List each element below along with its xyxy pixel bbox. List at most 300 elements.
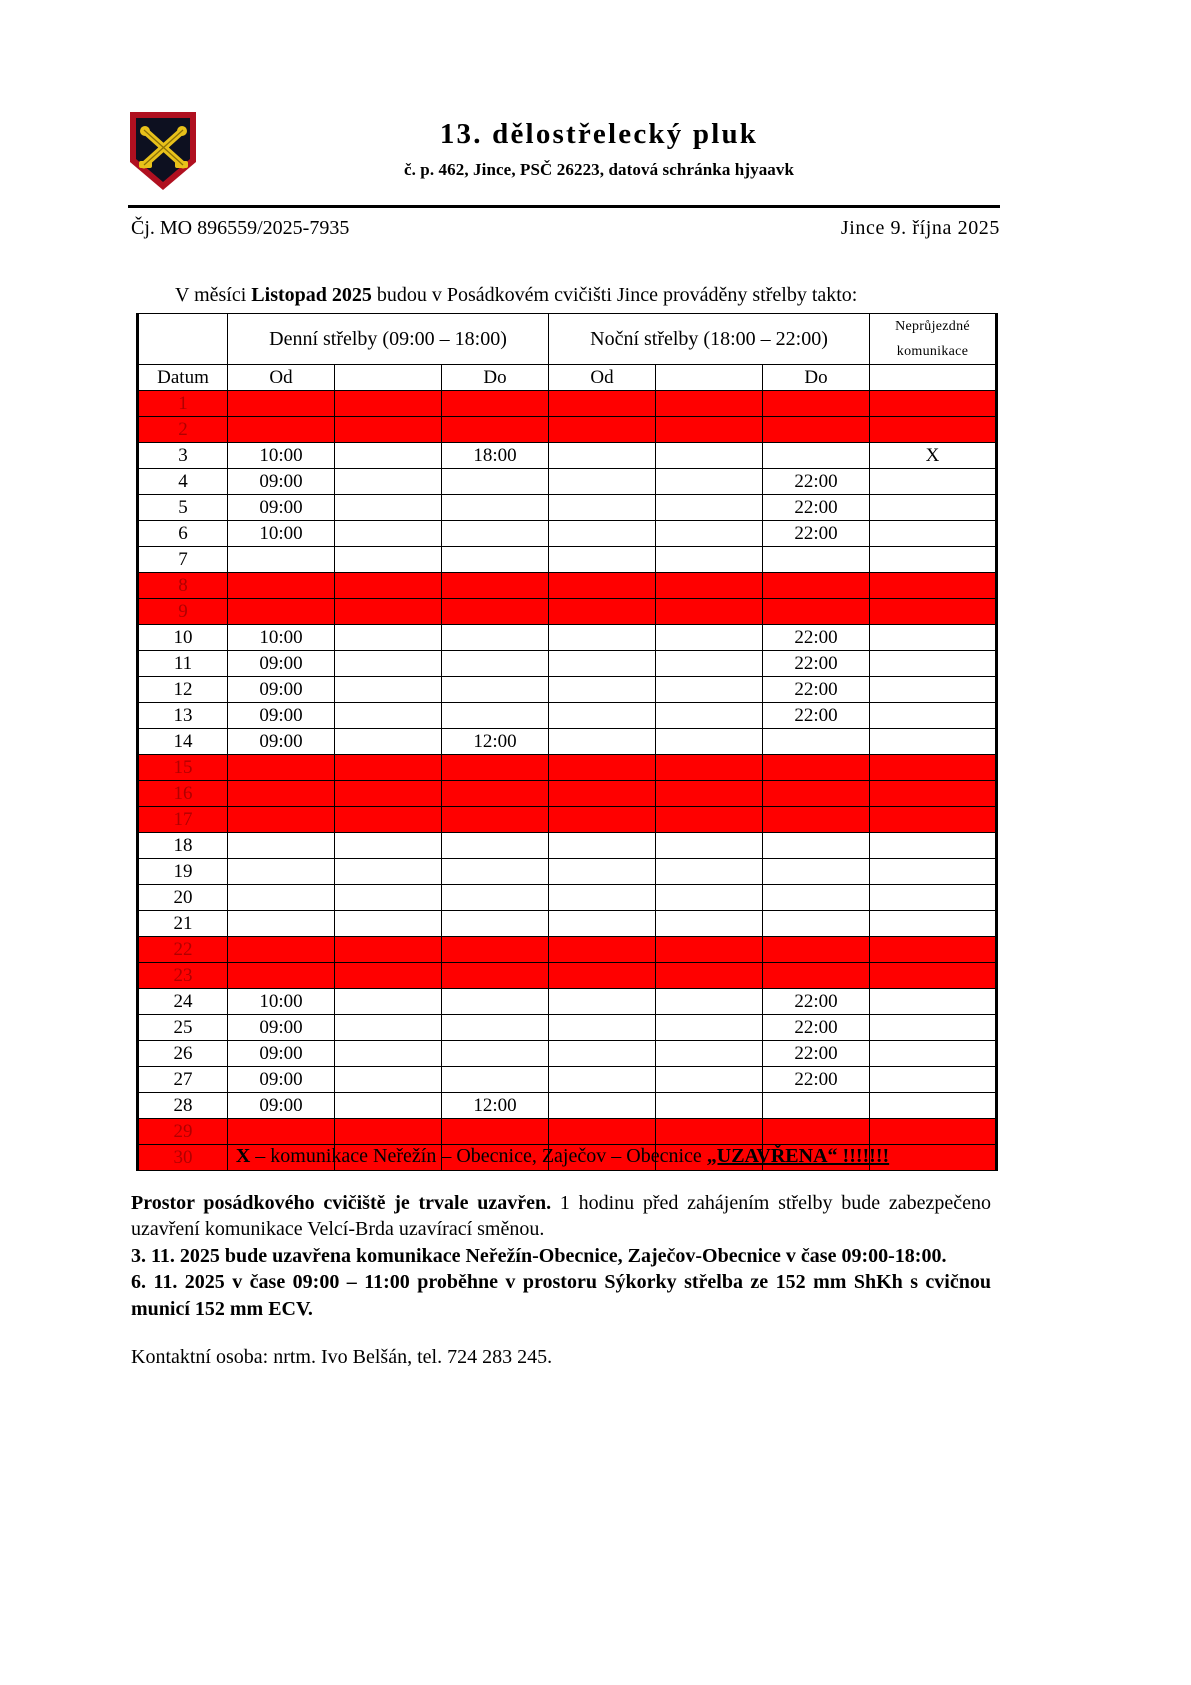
cell-night-from	[549, 1093, 656, 1119]
cell-day-from: 10:00	[228, 443, 335, 469]
cell-day-middle	[335, 1093, 442, 1119]
cell-night-to: 22:00	[763, 651, 870, 677]
cell-closed-road	[870, 469, 997, 495]
cell-night-from	[549, 469, 656, 495]
cell-night-to: 22:00	[763, 677, 870, 703]
cell-day-middle	[335, 625, 442, 651]
cell-date: 9	[138, 599, 228, 625]
cell-night-to	[763, 1093, 870, 1119]
cell-closed-road	[870, 417, 997, 443]
cell-day-to	[442, 833, 549, 859]
file-number: Čj. MO 896559/2025-7935	[131, 217, 350, 239]
cell-day-from	[228, 547, 335, 573]
cell-day-from	[228, 885, 335, 911]
cell-day-to	[442, 599, 549, 625]
header-night-shooting: Noční střelby (18:00 – 22:00)	[549, 314, 870, 365]
table-row	[138, 781, 997, 807]
cell-night-to	[763, 573, 870, 599]
header-impassable-roads-line2: komunikace	[896, 344, 969, 359]
cell-night-from	[549, 443, 656, 469]
cell-day-middle	[335, 677, 442, 703]
header-blank-corner	[138, 314, 228, 365]
document-header	[128, 104, 1000, 202]
cell-day-middle	[335, 807, 442, 833]
cell-night-from	[549, 859, 656, 885]
cell-day-middle	[335, 417, 442, 443]
header-day-shooting: Denní střelby (09:00 – 18:00)	[228, 314, 549, 365]
note-1-rest: 1 hodinu před zahájením střelby bude zabezpečeno uzavření komunikace Velcí-Brda uzavírací směnou.	[131, 1192, 991, 1241]
intro-sentence	[175, 284, 965, 307]
cell-closed-road	[870, 807, 997, 833]
cell-closed-road	[870, 521, 997, 547]
cell-night-middle	[656, 1093, 763, 1119]
cell-day-middle	[335, 937, 442, 963]
cell-day-from: 09:00	[228, 495, 335, 521]
cell-date: 11	[138, 651, 228, 677]
cell-day-middle	[335, 599, 442, 625]
cell-day-middle	[335, 833, 442, 859]
cell-day-middle	[335, 729, 442, 755]
note-paragraph-1	[131, 1190, 991, 1243]
cell-night-to	[763, 729, 870, 755]
cell-night-from	[549, 391, 656, 417]
cell-day-from: 09:00	[228, 469, 335, 495]
intro-month: Listopad 2025	[251, 284, 372, 306]
cell-night-middle	[656, 677, 763, 703]
cell-night-to: 22:00	[763, 521, 870, 547]
note-paragraph-3: 6. 11. 2025 v čase 09:00 – 11:00 proběhne v prostoru Sýkorky střelba ze 152 mm ShKh s cvičnou municí 152 mm ECV.	[131, 1271, 991, 1320]
shooting-schedule-table	[136, 313, 998, 1171]
table-row	[138, 755, 997, 781]
cell-day-middle	[335, 521, 442, 547]
cell-day-to	[442, 677, 549, 703]
cell-night-to: 22:00	[763, 495, 870, 521]
cell-date: 10	[138, 625, 228, 651]
cell-day-middle	[335, 1067, 442, 1093]
cell-night-middle	[656, 989, 763, 1015]
cell-night-from	[549, 911, 656, 937]
subheader-closed-roads	[870, 365, 997, 391]
subheader-night-from: Od	[549, 365, 656, 391]
legend-x-symbol: X	[235, 1145, 251, 1167]
cell-night-middle	[656, 573, 763, 599]
cell-closed-road	[870, 573, 997, 599]
cell-date: 18	[138, 833, 228, 859]
cell-day-from	[228, 1119, 335, 1145]
cell-night-from	[549, 651, 656, 677]
cell-day-to	[442, 417, 549, 443]
cell-day-from: 09:00	[228, 729, 335, 755]
cell-night-to	[763, 859, 870, 885]
cell-closed-road	[870, 651, 997, 677]
cell-day-middle	[335, 911, 442, 937]
cell-day-from	[228, 391, 335, 417]
subheader-day-middle	[335, 365, 442, 391]
cell-date: 24	[138, 989, 228, 1015]
cell-date: 19	[138, 859, 228, 885]
table-row	[138, 625, 997, 651]
cell-date: 6	[138, 521, 228, 547]
cell-day-middle	[335, 651, 442, 677]
cell-night-from	[549, 677, 656, 703]
table-row	[138, 885, 997, 911]
place-and-date: Jince 9. října 2025	[840, 217, 1000, 239]
cell-day-from	[228, 755, 335, 781]
cell-night-from	[549, 1067, 656, 1093]
cell-closed-road	[870, 599, 997, 625]
cell-night-to	[763, 417, 870, 443]
cell-day-from	[228, 417, 335, 443]
cell-closed-road	[870, 729, 997, 755]
cell-day-from: 09:00	[228, 1093, 335, 1119]
header-impassable-roads	[870, 314, 997, 365]
cell-night-from	[549, 1119, 656, 1145]
cell-night-to	[763, 547, 870, 573]
cell-date: 2	[138, 417, 228, 443]
cell-date: 8	[138, 573, 228, 599]
table-row	[138, 469, 997, 495]
cell-day-middle	[335, 573, 442, 599]
cell-night-to	[763, 807, 870, 833]
cell-date: 12	[138, 677, 228, 703]
cell-day-from: 10:00	[228, 625, 335, 651]
legend-text: – komunikace Neřežín – Obecnice, Zaječov – Obecnice	[250, 1145, 707, 1167]
cell-closed-road	[870, 989, 997, 1015]
cell-day-from: 09:00	[228, 1041, 335, 1067]
cell-night-middle	[656, 755, 763, 781]
cell-day-to	[442, 885, 549, 911]
cell-closed-road	[870, 781, 997, 807]
subheader-datum: Datum	[138, 365, 228, 391]
cell-night-middle	[656, 547, 763, 573]
cell-day-middle	[335, 703, 442, 729]
cell-closed-road	[870, 703, 997, 729]
cell-day-from	[228, 599, 335, 625]
cell-night-middle	[656, 833, 763, 859]
organization-subtitle: č. p. 462, Jince, PSČ 26223, datová schránka hjyaavk	[403, 160, 795, 179]
cell-night-to	[763, 963, 870, 989]
cell-day-to	[442, 963, 549, 989]
cell-day-to	[442, 391, 549, 417]
reference-line	[131, 217, 1000, 240]
subheader-day-to: Do	[442, 365, 549, 391]
table-row	[138, 859, 997, 885]
cell-day-to	[442, 651, 549, 677]
cell-day-to: 18:00	[442, 443, 549, 469]
cell-closed-road	[870, 625, 997, 651]
cell-night-middle	[656, 521, 763, 547]
cell-night-from	[549, 781, 656, 807]
cell-night-from	[549, 963, 656, 989]
cell-day-to	[442, 1041, 549, 1067]
table-row	[138, 1041, 997, 1067]
cell-night-middle	[656, 1015, 763, 1041]
table-row	[138, 547, 997, 573]
cell-day-to	[442, 807, 549, 833]
artillery-crest-icon	[128, 110, 198, 192]
table-row	[138, 391, 997, 417]
cell-day-from: 09:00	[228, 1015, 335, 1041]
cell-day-middle	[335, 755, 442, 781]
cell-date: 7	[138, 547, 228, 573]
notes-spacer	[131, 1322, 991, 1344]
table-subheader-row	[138, 365, 997, 391]
cell-closed-road	[870, 859, 997, 885]
cell-night-to	[763, 937, 870, 963]
subheader-day-from: Od	[228, 365, 335, 391]
cell-night-middle	[656, 911, 763, 937]
cell-night-middle	[656, 729, 763, 755]
cell-day-from	[228, 963, 335, 989]
cell-day-middle	[335, 391, 442, 417]
cell-night-to	[763, 833, 870, 859]
cell-closed-road	[870, 911, 997, 937]
table-row	[138, 417, 997, 443]
cell-closed-road	[870, 495, 997, 521]
cell-date: 5	[138, 495, 228, 521]
cell-day-to	[442, 1067, 549, 1093]
cell-night-middle	[656, 703, 763, 729]
cell-day-to	[442, 1119, 549, 1145]
cell-night-to	[763, 391, 870, 417]
cell-night-to: 22:00	[763, 703, 870, 729]
subheader-night-middle	[656, 365, 763, 391]
table-row	[138, 573, 997, 599]
cell-night-middle	[656, 859, 763, 885]
cell-closed-road	[870, 547, 997, 573]
cell-date: 29	[138, 1119, 228, 1145]
cell-night-from	[549, 521, 656, 547]
cell-closed-road	[870, 1119, 997, 1145]
cell-date: 22	[138, 937, 228, 963]
notes-section	[131, 1190, 991, 1370]
cell-night-to	[763, 599, 870, 625]
note-1-bold: Prostor posádkového cvičiště je trvale uzavřen.	[131, 1192, 552, 1214]
cell-day-from	[228, 937, 335, 963]
cell-night-middle	[656, 937, 763, 963]
cell-day-from	[228, 781, 335, 807]
cell-night-middle	[656, 1041, 763, 1067]
cell-date: 21	[138, 911, 228, 937]
table-row	[138, 651, 997, 677]
table-group-header-row	[138, 314, 997, 365]
table-row	[138, 521, 997, 547]
cell-day-to	[442, 911, 549, 937]
cell-night-from	[549, 729, 656, 755]
cell-day-to	[442, 625, 549, 651]
cell-day-to	[442, 469, 549, 495]
cell-night-from	[549, 703, 656, 729]
cell-closed-road	[870, 963, 997, 989]
cell-day-middle	[335, 547, 442, 573]
cell-closed-road	[870, 755, 997, 781]
cell-night-from	[549, 807, 656, 833]
cell-night-from	[549, 625, 656, 651]
cell-day-from: 10:00	[228, 989, 335, 1015]
header-divider	[128, 205, 1000, 208]
cell-night-to	[763, 443, 870, 469]
cell-night-middle	[656, 651, 763, 677]
cell-closed-road	[870, 1015, 997, 1041]
cell-date: 4	[138, 469, 228, 495]
cell-night-to	[763, 781, 870, 807]
cell-day-to	[442, 573, 549, 599]
intro-prefix: V měsíci	[175, 284, 252, 306]
contact-line: Kontaktní osoba: nrtm. Ivo Belšán, tel. 724 283 245.	[131, 1345, 553, 1368]
cell-day-to	[442, 989, 549, 1015]
cell-date: 26	[138, 1041, 228, 1067]
cell-day-to	[442, 937, 549, 963]
table-row	[138, 729, 997, 755]
cell-closed-road	[870, 885, 997, 911]
cell-night-to: 22:00	[763, 1041, 870, 1067]
table-row	[138, 1119, 997, 1145]
cell-day-from: 10:00	[228, 521, 335, 547]
cell-date: 30	[138, 1145, 228, 1171]
table-row	[138, 833, 997, 859]
cell-night-to: 22:00	[763, 625, 870, 651]
table-row	[138, 937, 997, 963]
cell-night-from	[549, 833, 656, 859]
cell-date: 16	[138, 781, 228, 807]
cell-day-middle	[335, 859, 442, 885]
cell-night-from	[549, 495, 656, 521]
cell-day-to	[442, 1015, 549, 1041]
cell-day-from	[228, 573, 335, 599]
cell-night-from	[549, 573, 656, 599]
table-row	[138, 807, 997, 833]
cell-night-to: 22:00	[763, 469, 870, 495]
cell-date: 20	[138, 885, 228, 911]
cell-date: 23	[138, 963, 228, 989]
cell-night-middle	[656, 469, 763, 495]
cell-day-middle	[335, 781, 442, 807]
cell-day-from	[228, 807, 335, 833]
cell-night-middle	[656, 963, 763, 989]
cell-day-from	[228, 833, 335, 859]
cell-day-to	[442, 495, 549, 521]
cell-night-middle	[656, 885, 763, 911]
cell-night-from	[549, 989, 656, 1015]
cell-day-middle	[335, 885, 442, 911]
cell-closed-road	[870, 391, 997, 417]
cell-night-to	[763, 885, 870, 911]
cell-night-middle	[656, 391, 763, 417]
cell-night-from	[549, 599, 656, 625]
cell-day-to	[442, 547, 549, 573]
cell-day-from	[228, 859, 335, 885]
schedule-table-container	[136, 313, 989, 1171]
cell-night-from	[549, 1015, 656, 1041]
table-row	[138, 963, 997, 989]
table-row	[138, 989, 997, 1015]
cell-day-to: 12:00	[442, 729, 549, 755]
cell-closed-road	[870, 833, 997, 859]
cell-day-middle	[335, 1015, 442, 1041]
cell-night-middle	[656, 495, 763, 521]
cell-night-to	[763, 755, 870, 781]
cell-day-from: 09:00	[228, 703, 335, 729]
cell-night-from	[549, 547, 656, 573]
cell-night-from	[549, 885, 656, 911]
cell-night-middle	[656, 1119, 763, 1145]
intro-suffix: budou v Posádkovém cvičišti Jince prováděny střelby takto:	[371, 284, 858, 306]
cell-night-to	[763, 911, 870, 937]
cell-date: 28	[138, 1093, 228, 1119]
cell-night-middle	[656, 807, 763, 833]
table-row	[138, 677, 997, 703]
cell-night-middle	[656, 599, 763, 625]
cell-date: 27	[138, 1067, 228, 1093]
cell-day-middle	[335, 469, 442, 495]
cell-closed-road	[870, 1041, 997, 1067]
note-paragraph-2: 3. 11. 2025 bude uzavřena komunikace Neřežín-Obecnice, Zaječov-Obecnice v čase 09:00-18:00.	[131, 1244, 947, 1267]
table-row	[138, 495, 997, 521]
legend-closed-word: „UZAVŘENA“ !!!!!!!	[706, 1145, 890, 1167]
table-row	[138, 443, 997, 469]
cell-night-middle	[656, 1067, 763, 1093]
legend-line	[136, 1145, 989, 1168]
organization-title: 13. dělostřelecký pluk	[439, 118, 759, 150]
cell-day-middle	[335, 495, 442, 521]
cell-day-middle	[335, 443, 442, 469]
table-row	[138, 1067, 997, 1093]
cell-night-from	[549, 937, 656, 963]
cell-closed-road: X	[870, 443, 997, 469]
header-impassable-roads-line1: Neprůjezdné	[895, 319, 970, 334]
subheader-night-to: Do	[763, 365, 870, 391]
cell-date: 13	[138, 703, 228, 729]
cell-day-from: 09:00	[228, 1067, 335, 1093]
cell-night-from	[549, 1041, 656, 1067]
cell-date: 14	[138, 729, 228, 755]
cell-day-to	[442, 703, 549, 729]
cell-date: 25	[138, 1015, 228, 1041]
cell-night-to: 22:00	[763, 1067, 870, 1093]
cell-day-to	[442, 521, 549, 547]
cell-night-middle	[656, 625, 763, 651]
cell-closed-road	[870, 677, 997, 703]
cell-day-middle	[335, 1119, 442, 1145]
table-row	[138, 703, 997, 729]
cell-closed-road	[870, 1093, 997, 1119]
table-row	[138, 911, 997, 937]
cell-night-from	[549, 755, 656, 781]
cell-day-from: 09:00	[228, 651, 335, 677]
cell-day-from: 09:00	[228, 677, 335, 703]
table-row	[138, 599, 997, 625]
cell-date: 1	[138, 391, 228, 417]
cell-night-to: 22:00	[763, 1015, 870, 1041]
cell-closed-road	[870, 937, 997, 963]
cell-day-middle	[335, 963, 442, 989]
cell-night-from	[549, 417, 656, 443]
table-row	[138, 1015, 997, 1041]
cell-day-to	[442, 755, 549, 781]
cell-date: 17	[138, 807, 228, 833]
cell-day-to	[442, 781, 549, 807]
table-row	[138, 1093, 997, 1119]
cell-night-to: 22:00	[763, 989, 870, 1015]
cell-closed-road	[870, 1067, 997, 1093]
schedule-table-body	[138, 391, 997, 1171]
cell-day-to	[442, 859, 549, 885]
cell-day-middle	[335, 1041, 442, 1067]
cell-day-middle	[335, 989, 442, 1015]
cell-day-to: 12:00	[442, 1093, 549, 1119]
cell-night-middle	[656, 417, 763, 443]
cell-day-from	[228, 911, 335, 937]
